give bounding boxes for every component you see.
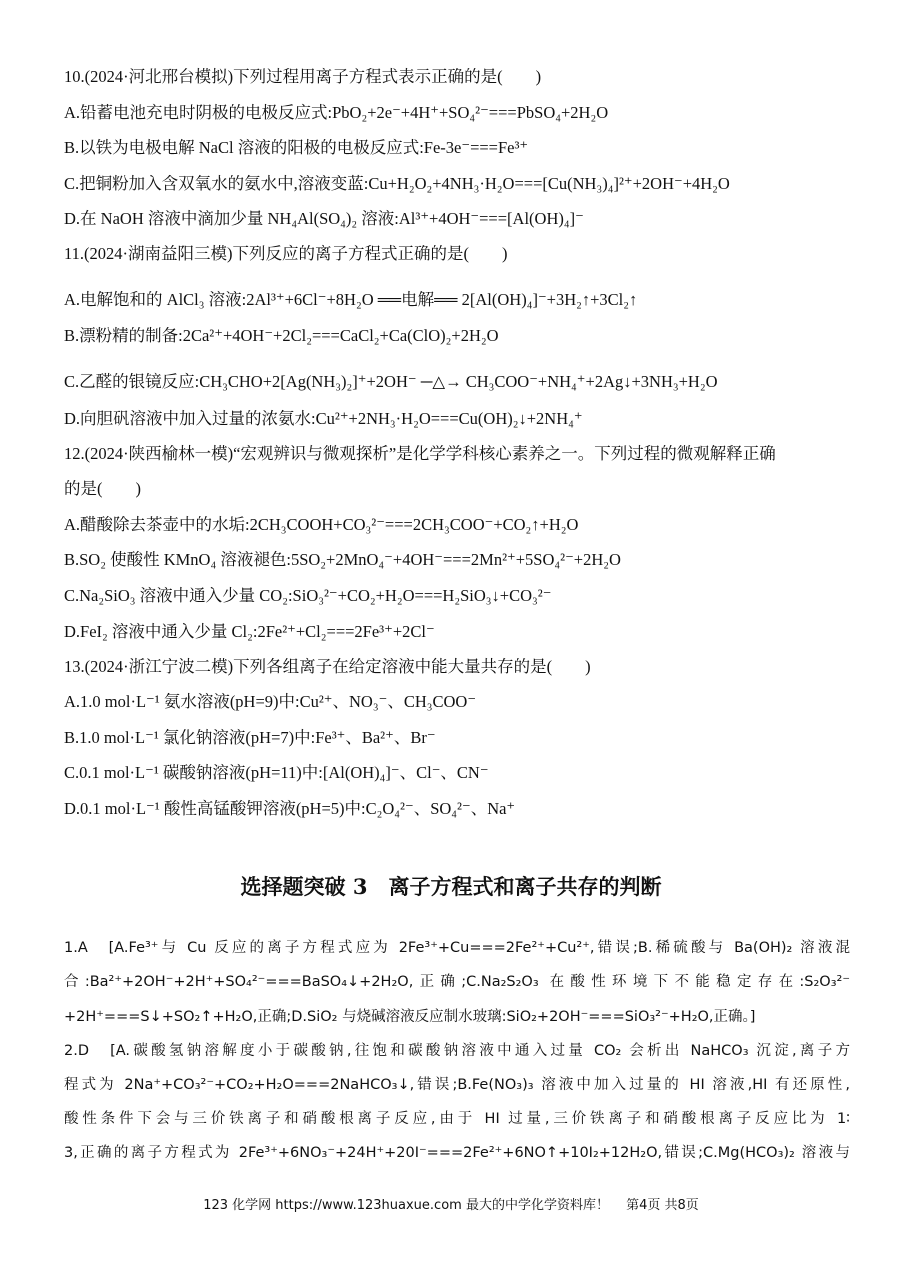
question-11-option-b: B.漂粉精的制备:2Ca²⁺+4OH⁻+2Cl₂===CaCl₂+Ca(ClO)₂+2H₂O: [64, 326, 499, 345]
question-12-stem-cont: 的是( ): [64, 479, 141, 498]
question-10-option-d: D.在 NaOH 溶液中滴加少量 NH₄Al(SO₄)₂ 溶液:Al³⁺+4OH⁻===[Al(OH)₄]⁻: [64, 209, 584, 228]
question-13-option-d: D.0.1 mol·L⁻¹ 酸性高锰酸钾溶液(pH=5)中:C₂O₄²⁻、SO₄²⁻、Na⁺: [64, 799, 516, 818]
question-12-option-c: C.Na₂SiO₃ 溶液中通入少量 CO₂:SiO₃²⁻+CO₂+H₂O===H₂SiO₃↓+CO₃²⁻: [64, 586, 552, 605]
question-12-option-d: D.FeI₂ 溶液中通入少量 Cl₂:2Fe²⁺+Cl₂===2Fe³⁺+2Cl⁻: [64, 622, 435, 641]
answer-line: 酸性条件下会与三价铁离子和硝酸根离子反应,由于 HI 过量,三价铁离子和硝酸根离子反应比为 1∶: [64, 1111, 850, 1127]
question-13-option-a: A.1.0 mol·L⁻¹ 氨水溶液(pH=9)中:Cu²⁺、NO₃⁻、CH₃COO⁻: [64, 692, 477, 711]
question-12-option-a: A.醋酸除去茶壶中的水垢:2CH₃COOH+CO₃²⁻===2CH₃COO⁻+CO₂↑+H₂O: [64, 515, 579, 534]
question-10-option-c: C.把铜粉加入含双氧水的氨水中,溶液变蓝:Cu+H₂O₂+4NH₃·H₂O===[Cu(NH₃)₄]²⁺+2OH⁻+4H₂O: [64, 174, 730, 193]
question-13-option-c: C.0.1 mol·L⁻¹ 碳酸钠溶液(pH=11)中:[Al(OH)₄]⁻、Cl⁻、CN⁻: [64, 763, 489, 782]
question-12-stem: 12.(2024·陕西榆林一模)“宏观辨识与微观探析”是化学学科核心素养之一。下列过程的微观解释正确: [64, 444, 776, 463]
answer-line: 合:Ba²⁺+2OH⁻+2H⁺+SO₄²⁻===BaSO₄↓+2H₂O,正确;C.Na₂S₂O₃ 在酸性环境下不能稳定存在:S₂O₃²⁻: [64, 974, 850, 990]
question-12-option-b: B.SO₂ 使酸性 KMnO₄ 溶液褪色:5SO₂+2MnO₄⁻+4OH⁻===2Mn²⁺+5SO₄²⁻+2H₂O: [64, 550, 621, 569]
answer-line: +2H⁺===S↓+SO₂↑+H₂O,正确;D.SiO₂ 与烧碱溶液反应制水玻璃:SiO₂+2OH⁻===SiO₃²⁻+H₂O,正确。]: [64, 1009, 756, 1025]
answer-line: 2.D [A.碳酸氢钠溶解度小于碳酸钠,往饱和碳酸钠溶液中通入过量 CO₂ 会析出 NaHCO₃ 沉淀,离子方: [64, 1043, 850, 1059]
section-title: 选择题突破 3 离子方程式和离子共存的判断: [240, 874, 662, 899]
question-10-stem: 10.(2024·河北邢台模拟)下列过程用离子方程式表示正确的是( ): [64, 67, 542, 86]
question-13-stem: 13.(2024·浙江宁波二模)下列各组离子在给定溶液中能大量共存的是( ): [64, 657, 591, 676]
question-13-option-b: B.1.0 mol·L⁻¹ 氯化钠溶液(pH=7)中:Fe³⁺、Ba²⁺、Br⁻: [64, 728, 436, 747]
question-11-option-a: A.电解饱和的 AlCl₃ 溶液:2Al³⁺+6Cl⁻+8H₂O ══电解══ 2[Al(OH)₄]⁻+3H₂↑+3Cl₂↑: [64, 290, 638, 309]
answer-line: 1.A [A.Fe³⁺与 Cu 反应的离子方程式应为 2Fe³⁺+Cu===2Fe²⁺+Cu²⁺,错误;B.稀硫酸与 Ba(OH)₂ 溶液混: [64, 940, 850, 956]
question-10-option-a: A.铅蓄电池充电时阴极的电极反应式:PbO₂+2e⁻+4H⁺+SO₄²⁻===PbSO₄+2H₂O: [64, 103, 609, 122]
question-11-option-d: D.向胆矾溶液中加入过量的浓氨水:Cu²⁺+2NH₃·H₂O===Cu(OH)₂↓+2NH₄⁺: [64, 409, 583, 428]
question-11-stem: 11.(2024·湖南益阳三模)下列反应的离子方程式正确的是( ): [64, 244, 508, 263]
question-10-option-b: B.以铁为电极电解 NaCl 溶液的阳极的电极反应式:Fe-3e⁻===Fe³⁺: [64, 138, 529, 157]
answer-line: 程式为 2Na⁺+CO₃²⁻+CO₂+H₂O===2NaHCO₃↓,错误;B.Fe(NO₃)₃ 溶液中加入过量的 HI 溶液,HI 有还原性,: [64, 1077, 850, 1093]
page-footer: 123 化学网 https://www.123huaxue.com 最大的中学化学资料库！ 第4页 共8页: [203, 1198, 699, 1213]
question-11-option-c: C.乙醛的银镜反应:CH₃CHO+2[Ag(NH₃)₂]⁺+2OH⁻ ─△→ CH₃COO⁻+NH₄⁺+2Ag↓+3NH₃+H₂O: [64, 372, 718, 391]
answer-line: 3,正确的离子方程式为 2Fe³⁺+6NO₃⁻+24H⁺+20I⁻===2Fe²⁺+6NO↑+10I₂+12H₂O,错误;C.Mg(HCO₃)₂ 溶液与: [64, 1145, 850, 1161]
